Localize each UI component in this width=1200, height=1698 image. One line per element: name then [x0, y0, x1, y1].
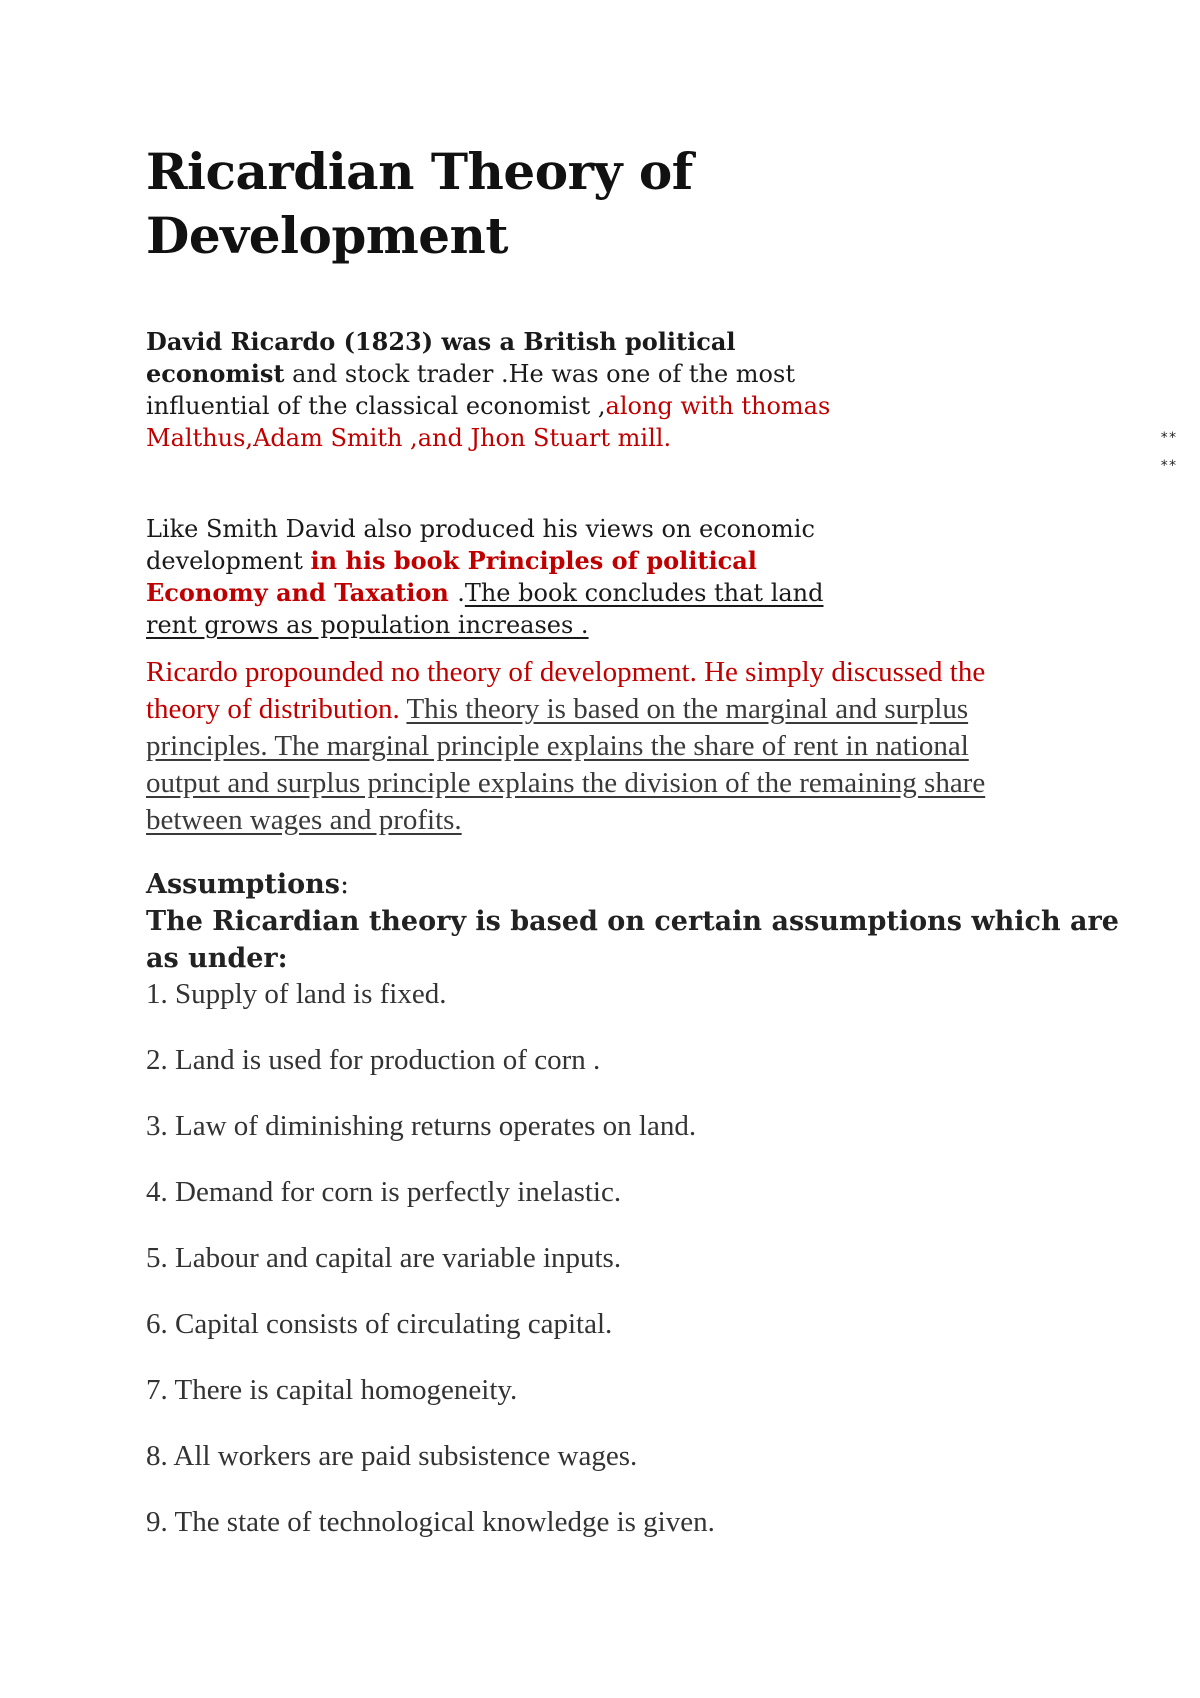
assumptions-colon: :	[340, 869, 350, 900]
list-item: 2. Land is used for production of corn .	[146, 1044, 601, 1076]
list-item: 9. The state of technological knowledge is given.	[146, 1506, 715, 1538]
book-line-2	[146, 545, 886, 577]
assumptions-list	[146, 976, 1146, 1570]
distribution-line-1: Ricardo propounded no theory of development. He simply discussed the	[146, 656, 986, 688]
margin-mark: **	[1160, 458, 1177, 474]
intro-line-1: David Ricardo (1823) was a British political	[146, 327, 736, 356]
book-line-3-black: .	[457, 579, 465, 607]
page-title	[146, 140, 1046, 268]
assumptions-section	[146, 866, 1156, 977]
margin-mark: **	[1160, 430, 1177, 446]
distribution-paragraph	[146, 654, 1156, 839]
book-title-red: Economy and Taxation	[146, 578, 458, 607]
margin-marks	[1160, 424, 1177, 480]
assumptions-intro-line-2: as under:	[146, 943, 288, 974]
intro-line-3	[146, 390, 886, 422]
book-line-3-underlined: The book concludes that land	[464, 579, 824, 607]
assumptions-intro-line-1: The Ricardian theory is based on certain assumptions which are	[146, 906, 1119, 937]
list-item: 5. Labour and capital are variable inputs.	[146, 1242, 622, 1274]
intro-economist-bold: economist	[146, 359, 285, 388]
book-line-2-red: in his book Principles of political	[310, 546, 757, 575]
list-item: 3. Law of diminishing returns operates on land.	[146, 1110, 697, 1142]
distribution-line-5: between wages and profits.	[146, 804, 462, 836]
book-line-4: rent grows as population increases .	[146, 611, 589, 639]
distribution-line-4: output and surplus principle explains the division of the remaining share	[146, 767, 986, 799]
book-line-1: Like Smith David also produced his views on economic	[146, 515, 815, 543]
assumptions-heading	[146, 866, 1156, 903]
distribution-line-3: principles. The marginal principle explains the share of rent in national	[146, 730, 969, 762]
list-item: 1. Supply of land is fixed.	[146, 978, 447, 1010]
distribution-line-2	[146, 691, 1156, 728]
list-item: 8. All workers are paid subsistence wages.	[146, 1440, 638, 1472]
title-line-1: Ricardian Theory of	[146, 142, 693, 201]
intro-line-2-rest: and stock trader .He was one of the most	[284, 360, 795, 388]
list-item: 7. There is capital homogeneity.	[146, 1374, 518, 1406]
book-line-3	[146, 577, 886, 609]
distribution-line-2-red: theory of distribution.	[146, 693, 407, 725]
distribution-line-2-underlined: This theory is based on the marginal and surplus	[406, 693, 969, 725]
book-line-2-black: development	[146, 547, 311, 575]
intro-line-2	[146, 358, 886, 390]
intro-paragraph	[146, 326, 886, 454]
intro-line-3-red: along with thomas	[605, 392, 831, 420]
list-item: 6. Capital consists of circulating capital.	[146, 1308, 613, 1340]
intro-line-3-black: influential of the classical economist ,	[146, 392, 606, 420]
assumptions-heading-text: Assumptions	[146, 869, 340, 900]
list-item: 4. Demand for corn is perfectly inelastic.	[146, 1176, 622, 1208]
book-paragraph	[146, 513, 886, 641]
title-line-2: Development	[146, 206, 509, 265]
intro-line-4: Malthus,Adam Smith ,and Jhon Stuart mill.	[146, 424, 672, 452]
